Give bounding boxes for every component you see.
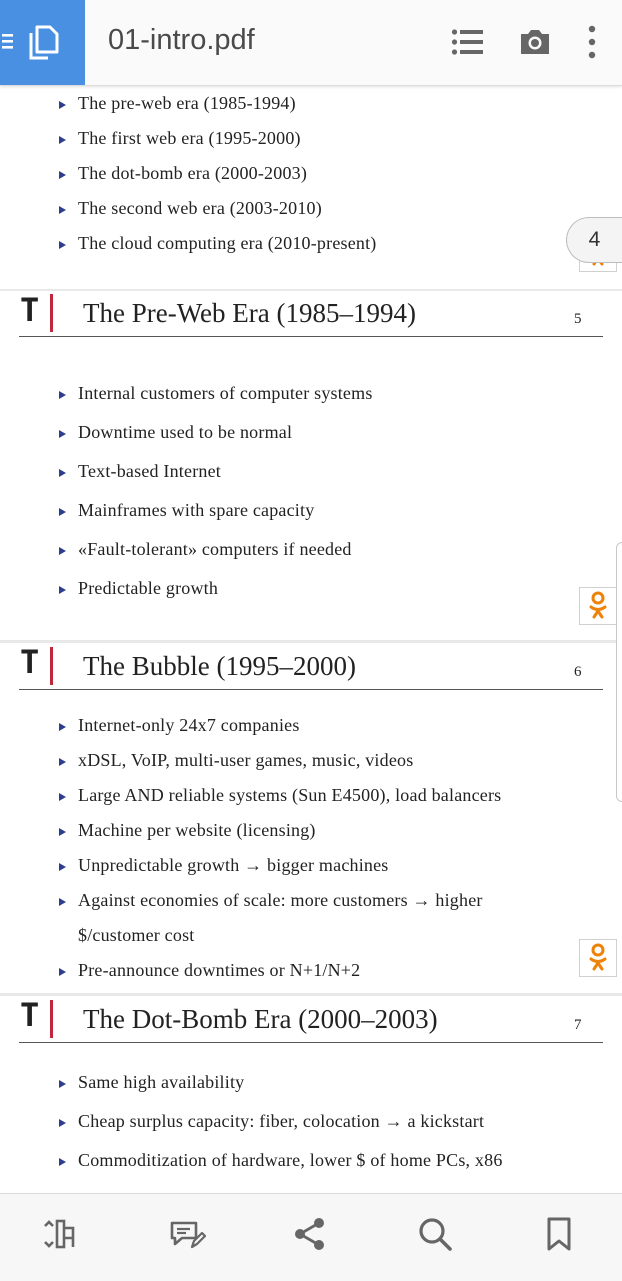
slide-number: 5 <box>574 311 582 327</box>
bullet-text: The dot-bomb era (2000-2003) <box>78 163 308 183</box>
bullet-icon <box>59 586 66 594</box>
title-rule <box>19 1042 603 1043</box>
slide-title: The Bubble (1995–2000) <box>83 651 356 681</box>
odnoklassniki-badge[interactable] <box>579 939 617 977</box>
bullet-icon <box>59 968 66 976</box>
bullet-text: Text-based Internet <box>78 461 221 481</box>
logo-icon: T <box>20 996 40 1034</box>
bullet-text: «Fault-tolerant» computers if needed <box>78 539 352 559</box>
bullet-text: The pre-web era (1985-1994) <box>78 93 296 113</box>
bullet-text: xDSL, VoIP, multi-user games, music, videos <box>78 750 414 770</box>
slide-number: 7 <box>574 1017 582 1033</box>
home-button[interactable] <box>0 0 85 85</box>
bullet-text: Large AND reliable systems (Sun E4500), load balancers <box>78 785 502 805</box>
bullet-text: Machine per website (licensing) <box>78 820 316 840</box>
scroll-handle[interactable] <box>616 542 622 802</box>
bullet-text: Mainframes with spare capacity <box>78 500 315 520</box>
bullet-icon <box>59 1158 66 1166</box>
odnoklassniki-badge[interactable] <box>579 587 617 625</box>
bullet-icon <box>59 828 66 836</box>
bullet-text: The second web era (2003-2010) <box>78 198 322 218</box>
list-icon[interactable] <box>450 24 486 60</box>
bullet-icon <box>59 469 66 477</box>
bullet-icon <box>59 508 66 516</box>
bullet-icon <box>59 547 66 555</box>
bullet-text: Same high availability <box>78 1072 245 1092</box>
search-icon[interactable] <box>415 1214 455 1254</box>
slide-number: 6 <box>574 664 582 680</box>
bullet-icon <box>59 206 66 214</box>
bullet-text: Predictable growth <box>78 578 219 598</box>
bullet-icon <box>59 171 66 179</box>
reading-mode-icon[interactable] <box>40 1214 80 1254</box>
more-vertical-icon[interactable] <box>574 24 610 60</box>
bookmark-icon[interactable] <box>539 1214 579 1254</box>
bullet-icon <box>59 898 66 906</box>
bullet-text: Internal customers of computer systems <box>78 383 373 403</box>
slide-title: The Dot-Bomb Era (2000–2003) <box>83 1004 438 1034</box>
bullet-text: The first web era (1995-2000) <box>78 128 301 148</box>
slide-title: The Pre-Web Era (1985–1994) <box>83 298 416 328</box>
bullet-text: Cheap surplus capacity: fiber, colocation → a kickstart <box>78 1111 485 1131</box>
bullet-text: Against economies of scale: more customers → higher <box>78 890 483 910</box>
odnoklassniki-icon <box>580 588 616 624</box>
title-rule <box>19 336 603 337</box>
bullet-text: Pre-announce downtimes or N+1/N+2 <box>78 960 361 980</box>
odnoklassniki-icon <box>580 940 616 976</box>
bullet-text: Internet-only 24x7 companies <box>78 715 300 735</box>
camera-icon[interactable] <box>517 24 553 60</box>
comment-icon[interactable] <box>166 1214 206 1254</box>
document-title: 01-intro.pdf <box>108 24 255 56</box>
logo-icon: T <box>20 291 40 329</box>
bullet-icon <box>59 430 66 438</box>
pdf-page-7 <box>0 996 622 1193</box>
bullet-icon <box>59 723 66 731</box>
bullet-text: Unpredictable growth → bigger machines <box>78 855 389 875</box>
bullet-icon <box>59 1119 66 1127</box>
bullet-icon <box>59 241 66 249</box>
top-toolbar <box>0 0 622 86</box>
bullet-text-continued: $/customer cost <box>78 925 195 945</box>
bullet-icon <box>59 391 66 399</box>
bullet-icon <box>59 758 66 766</box>
bullet-icon <box>59 1080 66 1088</box>
page-indicator[interactable]: 4 <box>566 217 622 263</box>
share-icon[interactable] <box>290 1214 330 1254</box>
pdf-page-6 <box>0 643 622 993</box>
bullet-text: Commoditization of hardware, lower $ of home PCs, x86 <box>78 1150 503 1170</box>
bullet-icon <box>59 793 66 801</box>
pdf-page-5 <box>0 291 622 640</box>
logo-bar <box>50 1000 53 1038</box>
logo-bar <box>50 294 53 332</box>
title-rule <box>19 689 603 690</box>
bottom-toolbar <box>0 1193 622 1281</box>
bullet-icon <box>59 101 66 109</box>
logo-bar <box>50 647 53 685</box>
bullet-icon <box>59 136 66 144</box>
document-icon <box>0 0 85 85</box>
bullet-icon <box>59 863 66 871</box>
bullet-text: Downtime used to be normal <box>78 422 293 442</box>
bullet-text: The cloud computing era (2010-present) <box>78 233 377 253</box>
logo-icon: T <box>20 643 40 681</box>
pdf-page-4 <box>0 86 622 289</box>
